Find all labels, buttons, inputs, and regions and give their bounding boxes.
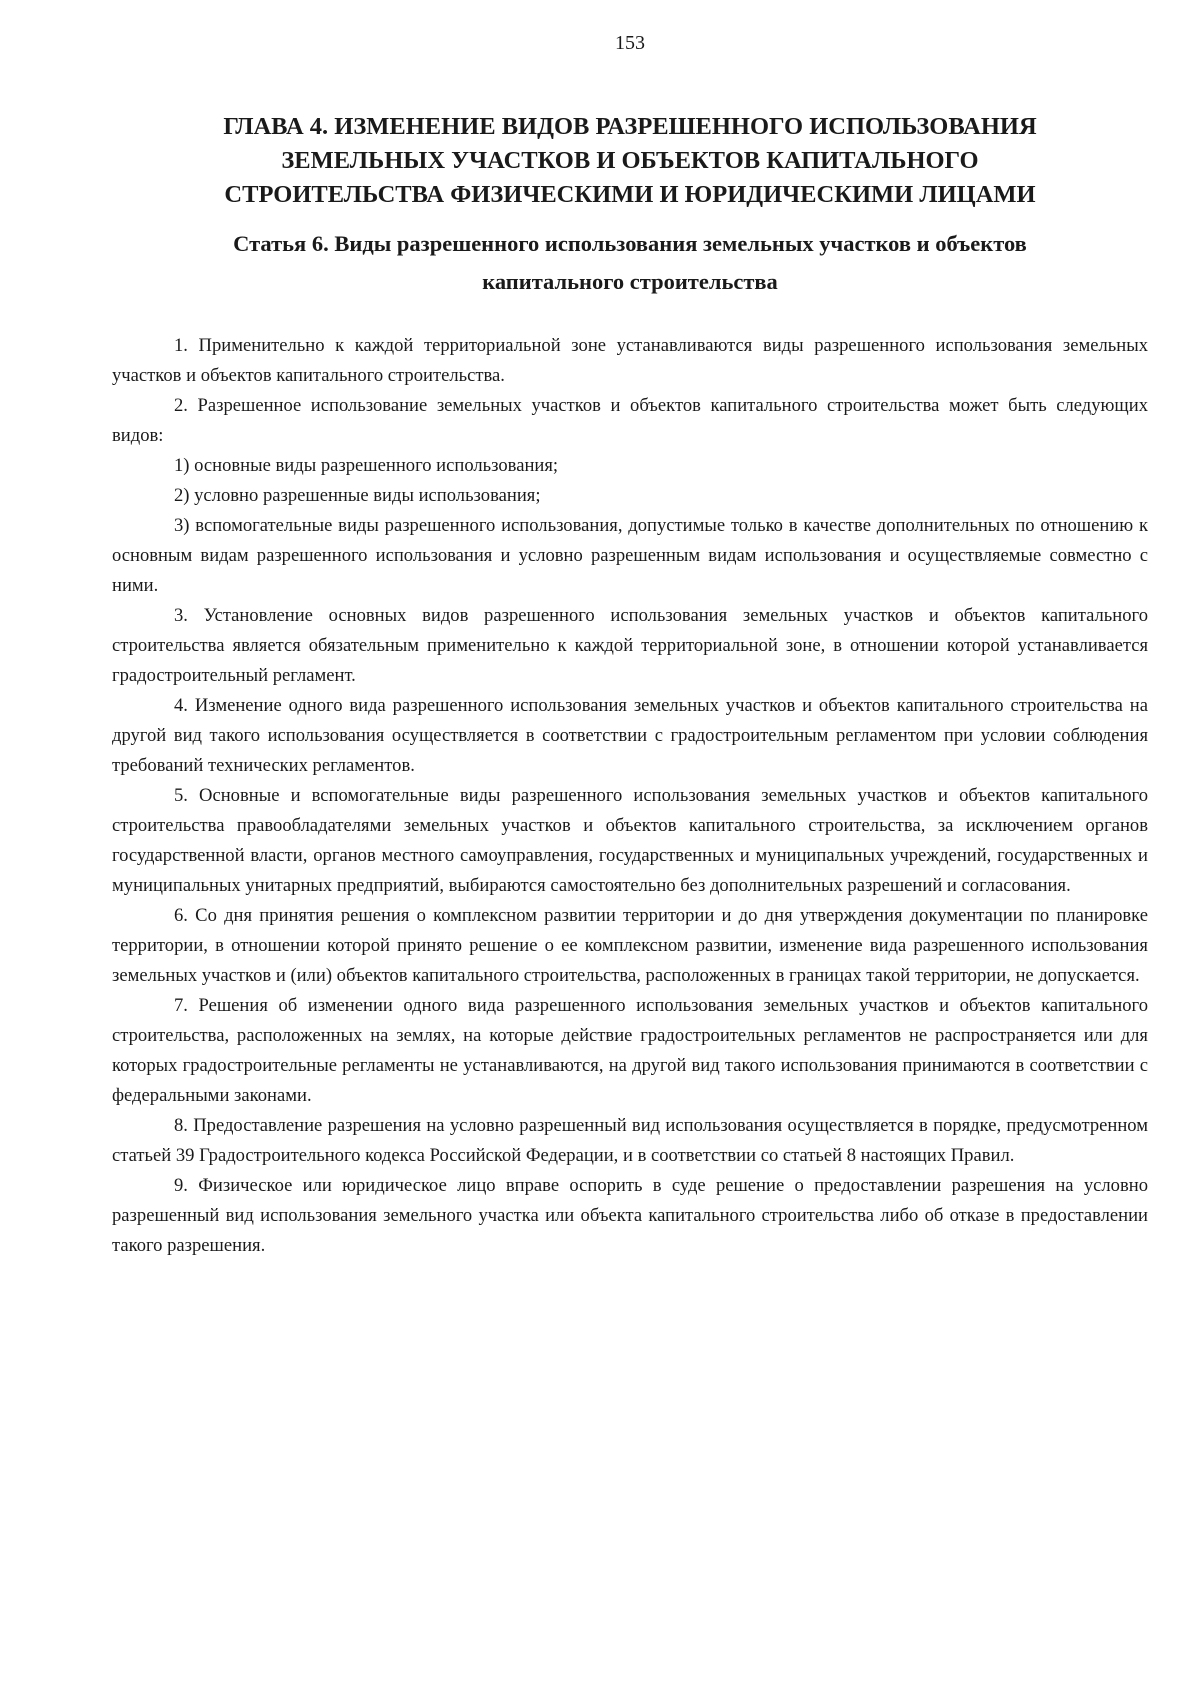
paragraph-2: 2. Разрешенное использование земельных участков и объектов капитального строительства может быть следующих видов: bbox=[112, 395, 1148, 446]
paragraph-5: 5. Основные и вспомогательные виды разрешенного использования земельных участков и объектов капитального строительства правообладателями земельных участков и объектов капитального строительства, за исключением органов государственной власти, органов местного самоуправления, государственных и муниципальных учреждений, государственных и муниципальных унитарных предприятий, выбираются самостоятельно без дополнительных разрешений и согласования. bbox=[112, 785, 1148, 896]
paragraph-1: 1. Применительно к каждой территориальной зоне устанавливаются виды разрешенного использования земельных участков и объектов капитального строительства. bbox=[112, 335, 1148, 386]
article-title bbox=[112, 225, 1148, 301]
chapter-title-line: СТРОИТЕЛЬСТВА ФИЗИЧЕСКИМИ И ЮРИДИЧЕСКИМИ ЛИЦАМИ bbox=[224, 181, 1036, 208]
chapter-title-line: ГЛАВА 4. ИЗМЕНЕНИЕ ВИДОВ РАЗРЕШЕННОГО ИСПОЛЬЗОВАНИЯ bbox=[223, 113, 1037, 140]
article-body bbox=[112, 331, 1148, 1261]
list-item-1: 1) основные виды разрешенного использования; bbox=[174, 455, 559, 476]
paragraph-4: 4. Изменение одного вида разрешенного использования земельных участков и объектов капитального строительства на другой вид такого использования осуществляется в соответствии с градостроительным регламентом при условии соблюдения требований технических регламентов. bbox=[112, 695, 1148, 776]
list-item-3: 3) вспомогательные виды разрешенного использования, допустимые только в качестве дополнительных по отношению к основным видам разрешенного использования и условно разрешенным видам использования и осуществляемые совместно с ними. bbox=[112, 515, 1148, 596]
article-title-line: Статья 6. Виды разрешенного использования земельных участков и объектов bbox=[233, 231, 1027, 256]
chapter-title-line: ЗЕМЕЛЬНЫХ УЧАСТКОВ И ОБЪЕКТОВ КАПИТАЛЬНОГО bbox=[281, 147, 979, 174]
list-item-2: 2) условно разрешенные виды использования; bbox=[174, 485, 541, 506]
paragraph-8: 8. Предоставление разрешения на условно разрешенный вид использования осуществляется в порядке, предусмотренном статьей 39 Градостроительного кодекса Российской Федерации, и в соответствии со статьей 8 настоящих Правил. bbox=[112, 1115, 1148, 1166]
article-title-line: капитального строительства bbox=[482, 269, 778, 294]
paragraph-6: 6. Со дня принятия решения о комплексном развитии территории и до дня утверждения документации по планировке территории, в отношении которой принято решение о ее комплексном развитии, изменение вида разрешенного использования земельных участков и (или) объектов капитального строительства, расположенных в границах такой территории, не допускается. bbox=[112, 905, 1148, 986]
paragraph-3: 3. Установление основных видов разрешенного использования земельных участков и объектов капитального строительства является обязательным применительно к каждой территориальной зоне, в отношении которой устанавливается градостроительный регламент. bbox=[112, 605, 1148, 686]
page-number: 153 bbox=[615, 32, 645, 54]
paragraph-9: 9. Физическое или юридическое лицо вправе оспорить в суде решение о предоставлении разрешения на условно разрешенный вид использования земельного участка или объекта капитального строительства либо об отказе в предоставлении такого разрешения. bbox=[112, 1175, 1148, 1256]
chapter-title bbox=[112, 110, 1148, 212]
paragraph-7: 7. Решения об изменении одного вида разрешенного использования земельных участков и объектов капитального строительства, расположенных на землях, на которые действие градостроительных регламентов не распространяется или для которых градостроительные регламенты не устанавливаются, на другой вид такого использования принимаются в соответствии с федеральными законами. bbox=[112, 995, 1148, 1106]
